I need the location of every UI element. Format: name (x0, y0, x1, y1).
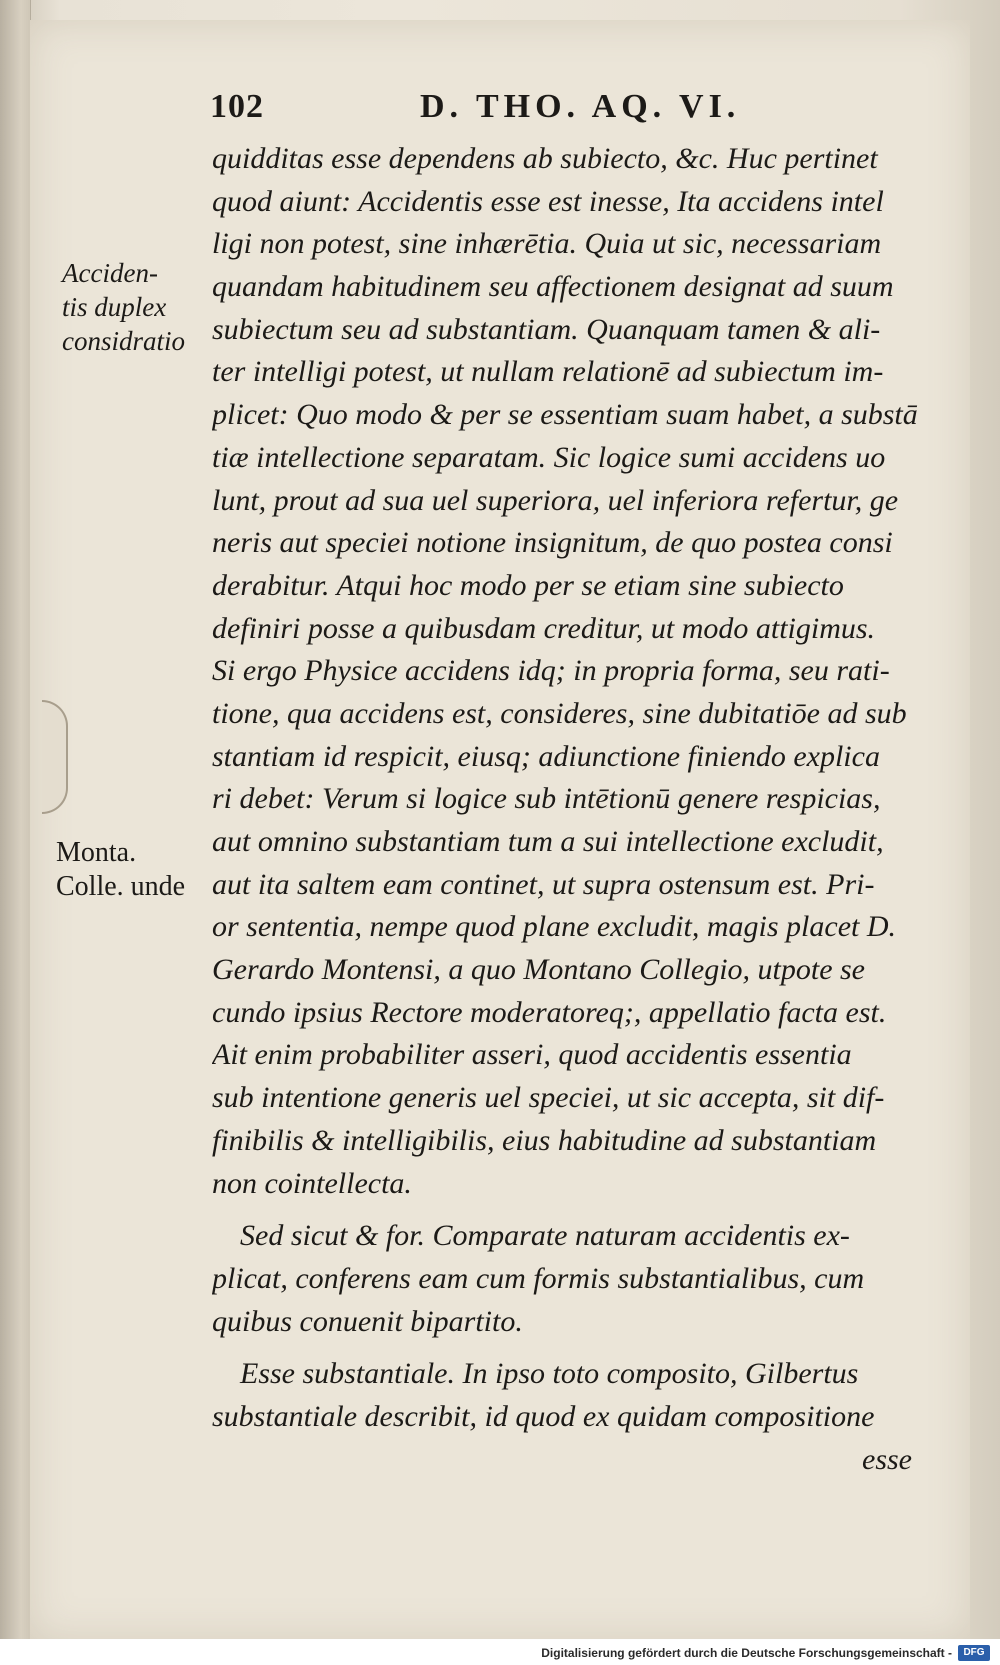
text-line: plicet: Quo modo & per se essentiam suam habet, a substā (212, 398, 918, 432)
text-line: derabitur. Atqui hoc modo per se etiam sine subiecto (212, 568, 844, 602)
body-text (212, 138, 932, 1481)
text-line: tione, qua accidens est, consideres, sine dubitatiōe ad sub (212, 696, 907, 730)
page-header (210, 88, 790, 132)
text-line: Sed sicut & for. Comparate naturam accidentis ex- (240, 1219, 850, 1253)
catchword: esse (862, 1442, 912, 1476)
dfg-logo: DFG (958, 1645, 990, 1661)
text-line: ri debet: Verum si logice sub intētionū genere respicias, (212, 782, 881, 816)
text-line: cundo ipsius Rectore moderatoreq;, appellatio facta est. (212, 995, 887, 1029)
text-line: definiri posse a quibusdam creditur, ut modo attigimus. (212, 611, 876, 645)
margin-note-line: tis duplex (62, 292, 167, 322)
text-line: finibilis & intelligibilis, eius habitudine ad substantiam (212, 1123, 877, 1157)
text-line: aut ita saltem eam continet, ut supra ostensum est. Pri- (212, 867, 875, 901)
page-number: 102 (210, 88, 264, 125)
text-line: quandam habitudinem seu affectionem designat ad suum (212, 270, 894, 304)
running-head: D. THO. AQ. VI. (420, 88, 741, 125)
text-line: tiæ intellectione separatam. Sic logice sumi accidens uo (212, 440, 886, 474)
paragraph-gap (212, 1343, 932, 1353)
margin-note-line: Acciden- (62, 258, 158, 288)
text-line: substantiale describit, id quod ex quidam compositione (212, 1399, 875, 1433)
text-line: or sententia, nempe quod plane excludit, magis placet D. (212, 910, 897, 944)
text-line: quibus conuenit bipartito. (212, 1304, 523, 1338)
digitization-credit: Digitalisierung gefördert durch die Deutsche Forschungsgemeinschaft - (541, 1646, 952, 1660)
margin-note-accidentis (62, 256, 185, 358)
text-line: stantiam id respicit, eiusq; adiunctione finiendo explica (212, 739, 880, 773)
margin-note-montanum (56, 836, 185, 904)
page-edge-tab (42, 700, 68, 814)
paragraph-gap (212, 1205, 932, 1215)
margin-note-line: Monta. (56, 837, 137, 868)
text-line: Gerardo Montensi, a quo Montano Collegio, utpote se (212, 953, 865, 987)
margin-note-line: Colle. unde (56, 871, 186, 902)
text-line: Si ergo Physice accidens idq; in propria forma, seu rati- (212, 654, 890, 688)
text-line: neris aut speciei notione insignitum, de quo postea consi (212, 526, 893, 560)
text-line: quidditas esse dependens ab subiecto, &c. Huc pertinet (212, 142, 878, 175)
text-line: lunt, prout ad sua uel superiora, uel inferiora refertur, ge (212, 483, 899, 517)
book-spine-edge (0, 0, 31, 1665)
text-line: Esse substantiale. In ipso toto composito, Gilbertus (240, 1357, 859, 1391)
text-line: ligi non potest, sine inhærētia. Quia ut sic, necessariam (212, 227, 882, 261)
text-line: non cointellecta. (212, 1166, 412, 1200)
text-line: ter intelligi potest, ut nullam relationē ad subiectum im- (212, 355, 884, 389)
footer-bar (0, 1639, 1000, 1665)
text-line: plicat, conferens eam cum formis substantialibus, cum (212, 1261, 865, 1295)
text-line: subiectum seu ad substantiam. Quanquam tamen & ali- (212, 312, 881, 346)
text-line: aut omnino substantiam tum a sui intellectione excludit, (212, 825, 884, 858)
text-line: Ait enim probabiliter asseri, quod accidentis essentia (212, 1038, 852, 1072)
text-line: sub intentione generis uel speciei, ut sic accepta, sit dif- (212, 1081, 885, 1115)
margin-note-line: considratio (62, 326, 186, 356)
text-line: quod aiunt: Accidentis esse est inesse, Ita accidens intel (212, 184, 884, 218)
